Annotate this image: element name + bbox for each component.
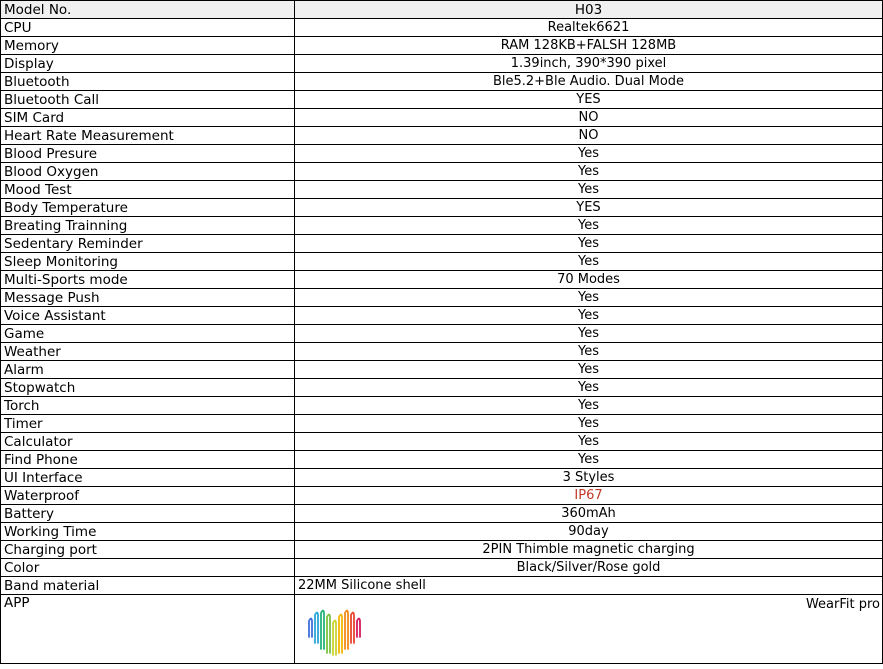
spec-label: Heart Rate Measurement bbox=[1, 127, 295, 145]
spec-label: CPU bbox=[1, 19, 295, 37]
spec-value: Yes bbox=[295, 235, 883, 253]
logo-stroke bbox=[315, 613, 318, 644]
spec-value: 90day bbox=[295, 523, 883, 541]
spec-label: Stopwatch bbox=[1, 379, 295, 397]
spec-value: Ble5.2+Ble Audio. Dual Mode bbox=[295, 73, 883, 91]
spec-value: Yes bbox=[295, 217, 883, 235]
spec-value: Yes bbox=[295, 379, 883, 397]
spec-value: 22MM Silicone shell bbox=[295, 577, 883, 595]
spec-value: Yes bbox=[295, 289, 883, 307]
table-row bbox=[1, 379, 883, 397]
logo-stroke bbox=[327, 615, 330, 654]
spec-value: 2PIN Thimble magnetic charging bbox=[295, 541, 883, 559]
spec-label: Message Push bbox=[1, 289, 295, 307]
table-row bbox=[1, 271, 883, 289]
table-row bbox=[1, 433, 883, 451]
spec-label: Weather bbox=[1, 343, 295, 361]
spec-label: Sedentary Reminder bbox=[1, 235, 295, 253]
spec-value: Yes bbox=[295, 433, 883, 451]
model-value: H03 bbox=[295, 1, 883, 19]
spec-label: Blood Presure bbox=[1, 145, 295, 163]
table-row bbox=[1, 415, 883, 433]
spec-label: Charging port bbox=[1, 541, 295, 559]
table-row bbox=[1, 73, 883, 91]
table-row bbox=[1, 199, 883, 217]
spec-value: Yes bbox=[295, 343, 883, 361]
table-row bbox=[1, 523, 883, 541]
table-row bbox=[1, 55, 883, 73]
spec-value: 1.39inch, 390*390 pixel bbox=[295, 55, 883, 73]
spec-value: Yes bbox=[295, 181, 883, 199]
spec-value: Yes bbox=[295, 361, 883, 379]
spec-value: 70 Modes bbox=[295, 271, 883, 289]
logo-stroke bbox=[333, 621, 336, 656]
table-row bbox=[1, 487, 883, 505]
spec-label: Timer bbox=[1, 415, 295, 433]
table-row bbox=[1, 37, 883, 55]
spec-label: Color bbox=[1, 559, 295, 577]
table-header-row bbox=[1, 1, 883, 19]
spec-label: Display bbox=[1, 55, 295, 73]
spec-value: YES bbox=[295, 91, 883, 109]
model-label: Model No. bbox=[1, 1, 295, 19]
table-row bbox=[1, 397, 883, 415]
spec-label: Memory bbox=[1, 37, 295, 55]
spec-value: 3 Styles bbox=[295, 469, 883, 487]
spec-value: Yes bbox=[295, 397, 883, 415]
spec-label: Find Phone bbox=[1, 451, 295, 469]
table-row bbox=[1, 163, 883, 181]
spec-label: Waterproof bbox=[1, 487, 295, 505]
spec-label: Sleep Monitoring bbox=[1, 253, 295, 271]
table-row bbox=[1, 181, 883, 199]
app-name: WearFit pro bbox=[805, 597, 880, 612]
table-row bbox=[1, 325, 883, 343]
table-row bbox=[1, 541, 883, 559]
spec-value: 360mAh bbox=[295, 505, 883, 523]
table-row bbox=[1, 289, 883, 307]
wearfit-heart-logo-icon bbox=[305, 607, 365, 657]
spec-value: Yes bbox=[295, 451, 883, 469]
table-row bbox=[1, 217, 883, 235]
logo-stroke bbox=[357, 619, 360, 638]
spec-value: NO bbox=[295, 127, 883, 145]
spec-label: Game bbox=[1, 325, 295, 343]
spec-label: UI Interface bbox=[1, 469, 295, 487]
spec-label: SIM Card bbox=[1, 109, 295, 127]
table-row bbox=[1, 469, 883, 487]
spec-value: RAM 128KB+FALSH 128MB bbox=[295, 37, 883, 55]
table-row bbox=[1, 343, 883, 361]
logo-stroke bbox=[309, 619, 312, 638]
spec-value: Realtek6621 bbox=[295, 19, 883, 37]
spec-label: Multi-Sports mode bbox=[1, 271, 295, 289]
app-row bbox=[1, 595, 883, 664]
table-row bbox=[1, 19, 883, 37]
table-row bbox=[1, 91, 883, 109]
table-row bbox=[1, 361, 883, 379]
spec-label: Battery bbox=[1, 505, 295, 523]
spec-value: Yes bbox=[295, 415, 883, 433]
spec-label: Body Temperature bbox=[1, 199, 295, 217]
spec-label: Mood Test bbox=[1, 181, 295, 199]
spec-label: Breating Trainning bbox=[1, 217, 295, 235]
table-row bbox=[1, 559, 883, 577]
app-label: APP bbox=[1, 595, 295, 664]
table-row bbox=[1, 109, 883, 127]
table-row bbox=[1, 577, 883, 595]
spec-value: Yes bbox=[295, 253, 883, 271]
spec-value: YES bbox=[295, 199, 883, 217]
spec-value: Yes bbox=[295, 325, 883, 343]
spec-label: Bluetooth Call bbox=[1, 91, 295, 109]
spec-value: Black/Silver/Rose gold bbox=[295, 559, 883, 577]
spec-label: Bluetooth bbox=[1, 73, 295, 91]
logo-stroke bbox=[345, 611, 348, 650]
spec-label: Voice Assistant bbox=[1, 307, 295, 325]
logo-stroke bbox=[339, 615, 342, 654]
table-row bbox=[1, 145, 883, 163]
spec-value: Yes bbox=[295, 145, 883, 163]
spec-label: Band material bbox=[1, 577, 295, 595]
table-row bbox=[1, 505, 883, 523]
spec-value: Yes bbox=[295, 307, 883, 325]
spec-value: NO bbox=[295, 109, 883, 127]
table-row bbox=[1, 127, 883, 145]
app-cell bbox=[295, 595, 883, 664]
spec-label: Blood Oxygen bbox=[1, 163, 295, 181]
spec-label: Calculator bbox=[1, 433, 295, 451]
table-row bbox=[1, 451, 883, 469]
spec-value: Yes bbox=[295, 163, 883, 181]
spec-label: Torch bbox=[1, 397, 295, 415]
logo-stroke bbox=[321, 611, 324, 650]
spec-value: IP67 bbox=[295, 487, 883, 505]
table-row bbox=[1, 235, 883, 253]
table-row bbox=[1, 307, 883, 325]
logo-stroke bbox=[351, 613, 354, 644]
spec-label: Working Time bbox=[1, 523, 295, 541]
table-row bbox=[1, 253, 883, 271]
spec-label: Alarm bbox=[1, 361, 295, 379]
